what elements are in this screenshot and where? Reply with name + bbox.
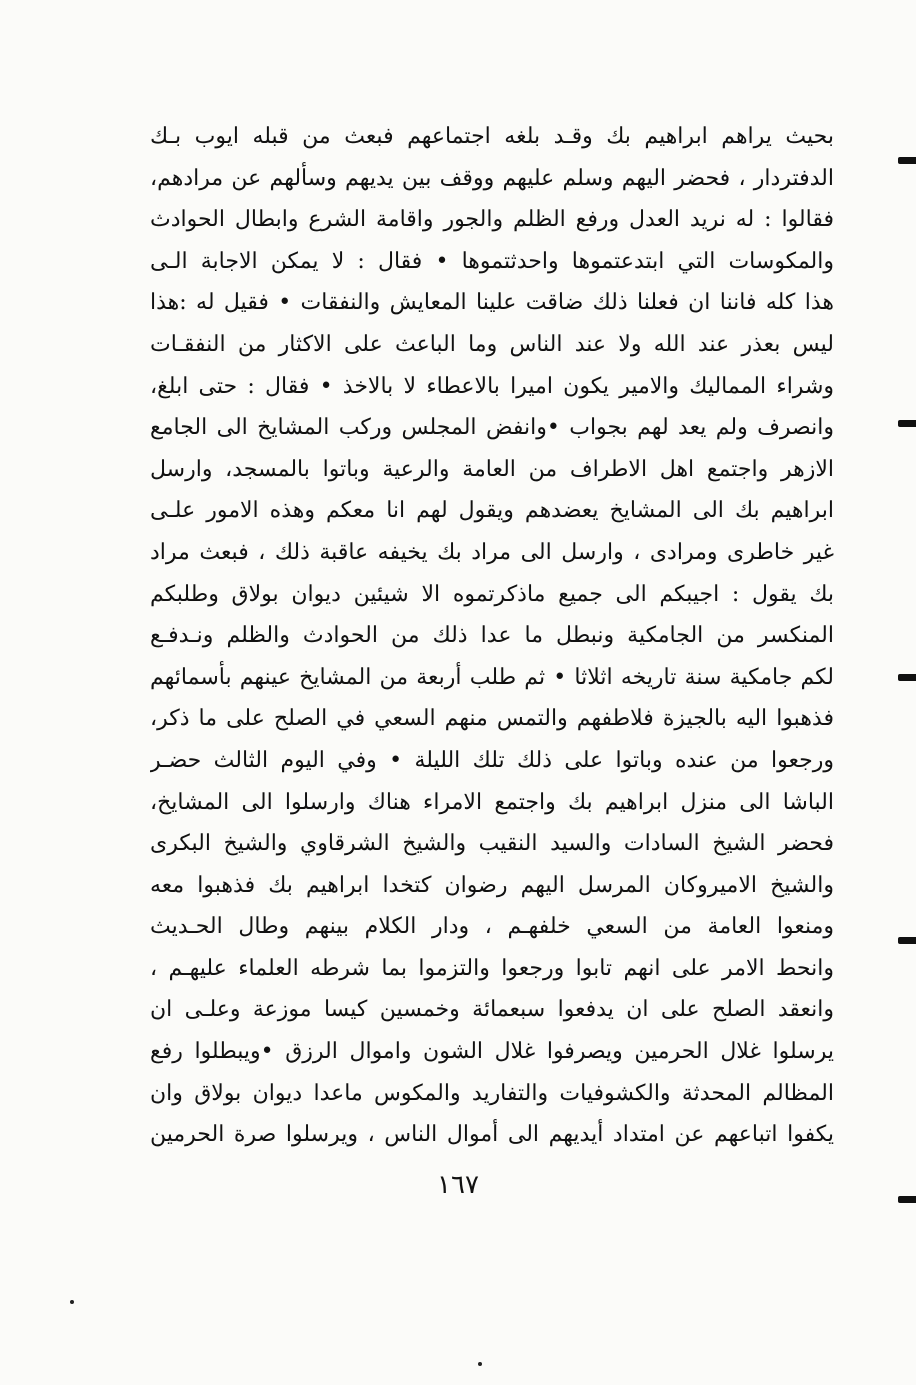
text-line-12: بك يقول : اجيبكم الى جميع ماذكرتموه الا شيئين ديوان بولاق وطلبكم [150,581,834,607]
text-line-1: بحيث يراهم ابراهيم بك وقـد بلغه اجتماعهم فبعث من قبله ايوب بـك [150,124,834,149]
scan-edge-mark [898,937,916,944]
text-line-21: وانحط الامر على انهم تابوا ورجعوا والتزموا بما شرطه العلماء عليهـم ، [150,955,834,981]
scan-edge-mark [898,157,916,164]
text-line-24: المظالم المحدثة والكشوفيات والتفاريد والمكوس ماعدا ديوان بولاق وان [150,1080,834,1106]
text-line-18: فحضر الشيخ السادات والسيد النقيب والشيخ الشرقاوي والشيخ البكرى [150,831,834,857]
scan-speck [478,1362,482,1366]
text-line-15: فذهبوا اليه بالجيزة فلاطفهم والتمس منهم السعي في الصلح على ما ذكر، [150,706,834,732]
text-line-17: الباشا الى منزل ابراهيم بك واجتمع الامراء هناك وارسلوا الى المشايخ، [150,789,834,815]
page-number: ١٦٧ [437,1170,479,1200]
text-line-20: ومنعوا العامة من السعي خلفهـم ، ودار الكلام بينهم وطال الحـديث [150,914,834,940]
text-line-5: هذا كله فاننا ان فعلنا ذلك ضاقت علينا المعايش والنفقات • فقيل له :هذا [150,290,834,316]
text-line-10: ابراهيم بك الى المشايخ يعضدهم ويقول لهم انا معكم وهذه الامور علـى [150,498,834,524]
text-line-19: والشيخ الاميروكان المرسل اليهم رضوان كتخدا ابراهيم بك فذهبوا معه [150,872,834,898]
text-line-22: وانعقد الصلح على ان يدفعوا سبعمائة وخمسين كيسا موزعة وعلـى ان [150,997,834,1023]
text-line-9: الازهر واجتمع اهل الاطراف من العامة والرعية وباتوا بالمسجد، وارسل [150,456,834,482]
text-line-7: وشراء المماليك والامير يكون اميرا بالاعطاء لا بالاخذ • فقال : حتى ابلغ، [150,373,834,399]
text-line-25: يكفوا اتباعهم عن امتداد أيديهم الى أموال الناس ، ويرسلوا صرة الحرمين [150,1122,834,1148]
text-line-16: ورجعوا من عنده وباتوا على ذلك تلك الليلة • وفي اليوم الثالث حضـر [150,747,834,773]
text-line-8: وانصرف ولم يعد لهم بجواب •وانفض المجلس وركب المشايخ الى الجامع [150,415,834,441]
text-line-4: والمكوسات التي ابتدعتموها واحدثتموها • فقال : لا يمكن الاجابة الـى [150,248,834,274]
scan-edge-mark [898,1196,916,1203]
text-line-11: غير خاطرى ومرادى ، وارسل الى مراد بك يخيفه عاقبة ذلك ، فبعث مراد [150,539,834,565]
text-line-3: فقالوا : له نريد العدل ورفع الظلم والجور واقامة الشرع وابطال الحوادث [150,207,834,233]
scan-edge-mark [898,674,916,681]
scan-speck [70,1300,74,1304]
scan-edge-mark [898,420,916,427]
text-line-6: ليس بعذر عند الله ولا عند الناس وما الباعث على الاكثار من النفقـات [150,331,834,357]
body-text [150,116,834,1156]
text-line-23: يرسلوا غلال الحرمين ويصرفوا غلال الشون واموال الرزق •ويبطلوا رفع [150,1039,834,1065]
text-line-14: لكم جامكية سنة تاريخه اثلاثا • ثم طلب أربعة من المشايخ عينهم بأسمائهم [150,664,834,690]
text-line-2: الدفتردار ، فحضر اليهم وسلم عليهم ووقف بين يديهم وسألهم عن مرادهم، [150,165,834,191]
text-line-13: المنكسر من الجامكية ونبطل ما عدا ذلك من الحوادث والظلم ونـدفـع [150,623,834,649]
